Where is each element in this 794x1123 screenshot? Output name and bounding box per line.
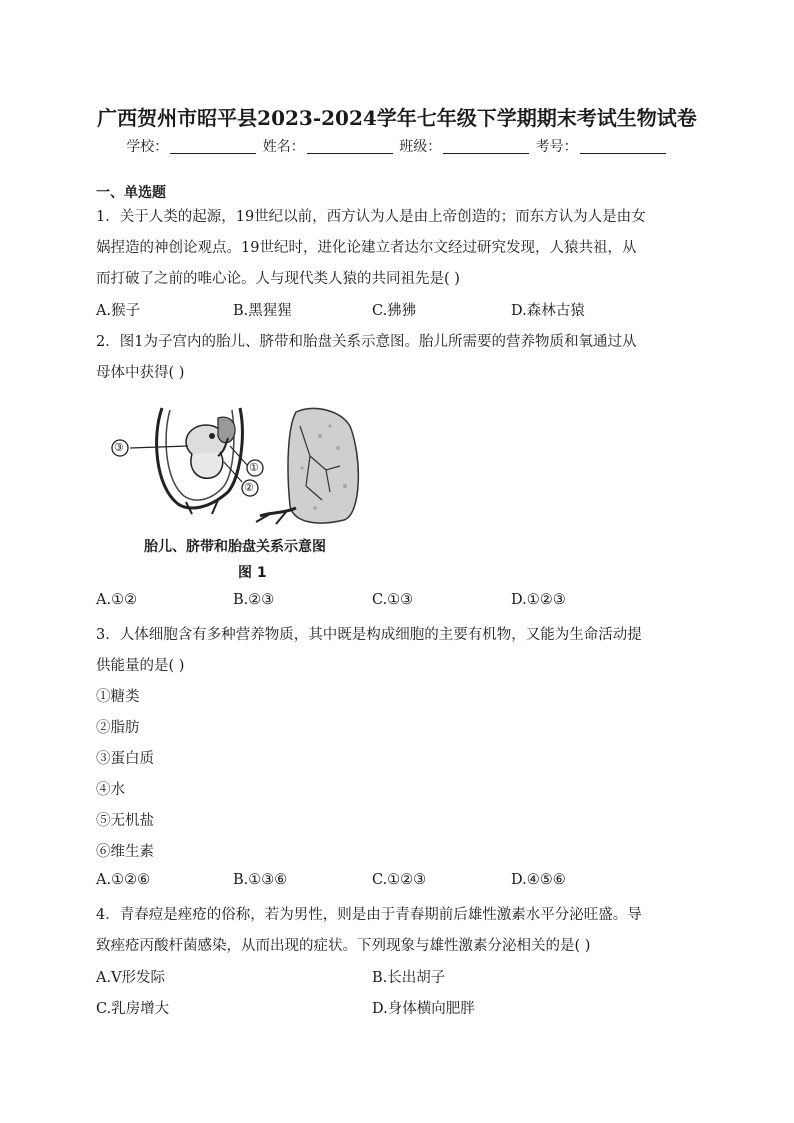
name-blank[interactable] (307, 139, 393, 154)
name-label: 姓名： (262, 139, 305, 155)
figure-label-3: ③ (114, 441, 124, 454)
q3-option-b[interactable]: B.①③⑥ (233, 872, 288, 888)
q4-option-d[interactable]: D.身体横向肥胖 (372, 1001, 475, 1017)
figure-label-2: ② (244, 481, 254, 494)
q4-line: 致痤疮丙酸杆菌感染，从而出现的症状。下列现象与雄性激素分泌相关的是( ) (96, 938, 591, 954)
q1-option-b[interactable]: B.黑猩猩 (233, 303, 292, 319)
fetus-umbilical-placenta-figure (100, 396, 365, 586)
q3-line: 供能量的是( ) (96, 658, 185, 674)
q2-line: 母体中获得( ) (96, 365, 185, 381)
number-blank[interactable] (580, 139, 666, 154)
q2-line: 2．图1为子宫内的胎儿、脐带和胎盘关系示意图。胎儿所需要的营养物质和氧通过从 (96, 334, 637, 350)
exam-title: 广西贺州市昭平县2023-2024学年七年级下学期期末考试生物试卷 (97, 106, 697, 130)
q3-option-a[interactable]: A.①②⑥ (96, 872, 151, 888)
q4-option-a[interactable]: A.V形发际 (96, 970, 166, 986)
q1-line: 1．关于人类的起源，19世纪以前，西方认为人是由上帝创造的；而东方认为人是由女 (96, 209, 646, 225)
q3-item: ⑤无机盐 (96, 813, 154, 829)
q4-option-c[interactable]: C.乳房增大 (96, 1001, 170, 1017)
q4-option-b[interactable]: B.长出胡子 (372, 970, 446, 986)
q2-option-d[interactable]: D.①②③ (511, 592, 566, 608)
q2-option-c[interactable]: C.①③ (372, 592, 414, 608)
q1-option-c[interactable]: C.狒狒 (372, 303, 417, 319)
q1-line: 而打破了之前的唯心论。人与现代类人猿的共同祖先是( ) (96, 271, 460, 287)
q3-item: ②脂肪 (96, 720, 140, 736)
placenta (218, 417, 235, 443)
q2-option-b[interactable]: B.②③ (233, 592, 275, 608)
q4-line: 4．青春痘是痤疮的俗称，若为男性，则是由于青春期前后雄性激素水平分泌旺盛。导 (96, 907, 642, 923)
q1-option-a[interactable]: A.猴子 (96, 303, 141, 319)
q3-item: ④水 (96, 782, 125, 798)
q3-item: ⑥维生素 (96, 844, 154, 860)
q1-option-d[interactable]: D.森林古猿 (511, 303, 585, 319)
placenta-tissue (288, 408, 358, 523)
figure-number: 图 1 (238, 565, 267, 581)
q3-item: ①糖类 (96, 689, 140, 705)
class-label: 班级： (399, 139, 442, 155)
figure-label-1: ① (249, 461, 259, 474)
q2-option-a[interactable]: A.①② (96, 592, 138, 608)
section-title: 一、单选题 (96, 185, 166, 201)
q3-option-d[interactable]: D.④⑤⑥ (511, 872, 566, 888)
q1-line: 娲捏造的神创论观点。19世纪时，进化论建立者达尔文经过研究发现，人猿共祖，从 (96, 240, 637, 256)
q3-line: 3．人体细胞含有多种营养物质，其中既是构成细胞的主要有机物，又能为生命活动提 (96, 627, 642, 643)
q3-item: ③蛋白质 (96, 751, 154, 767)
leader-3 (130, 446, 188, 448)
number-label: 考号： (535, 139, 578, 155)
student-info-line (0, 136, 794, 156)
fetus-eye (209, 433, 215, 439)
figure-caption: 胎儿、脐带和胎盘关系示意图 (144, 539, 326, 555)
school-blank[interactable] (170, 139, 256, 154)
vessel-trunk (260, 508, 296, 516)
figure-illustration (100, 396, 365, 586)
q3-option-c[interactable]: C.①②③ (372, 872, 427, 888)
class-blank[interactable] (443, 139, 529, 154)
school-label: 学校： (126, 139, 169, 155)
